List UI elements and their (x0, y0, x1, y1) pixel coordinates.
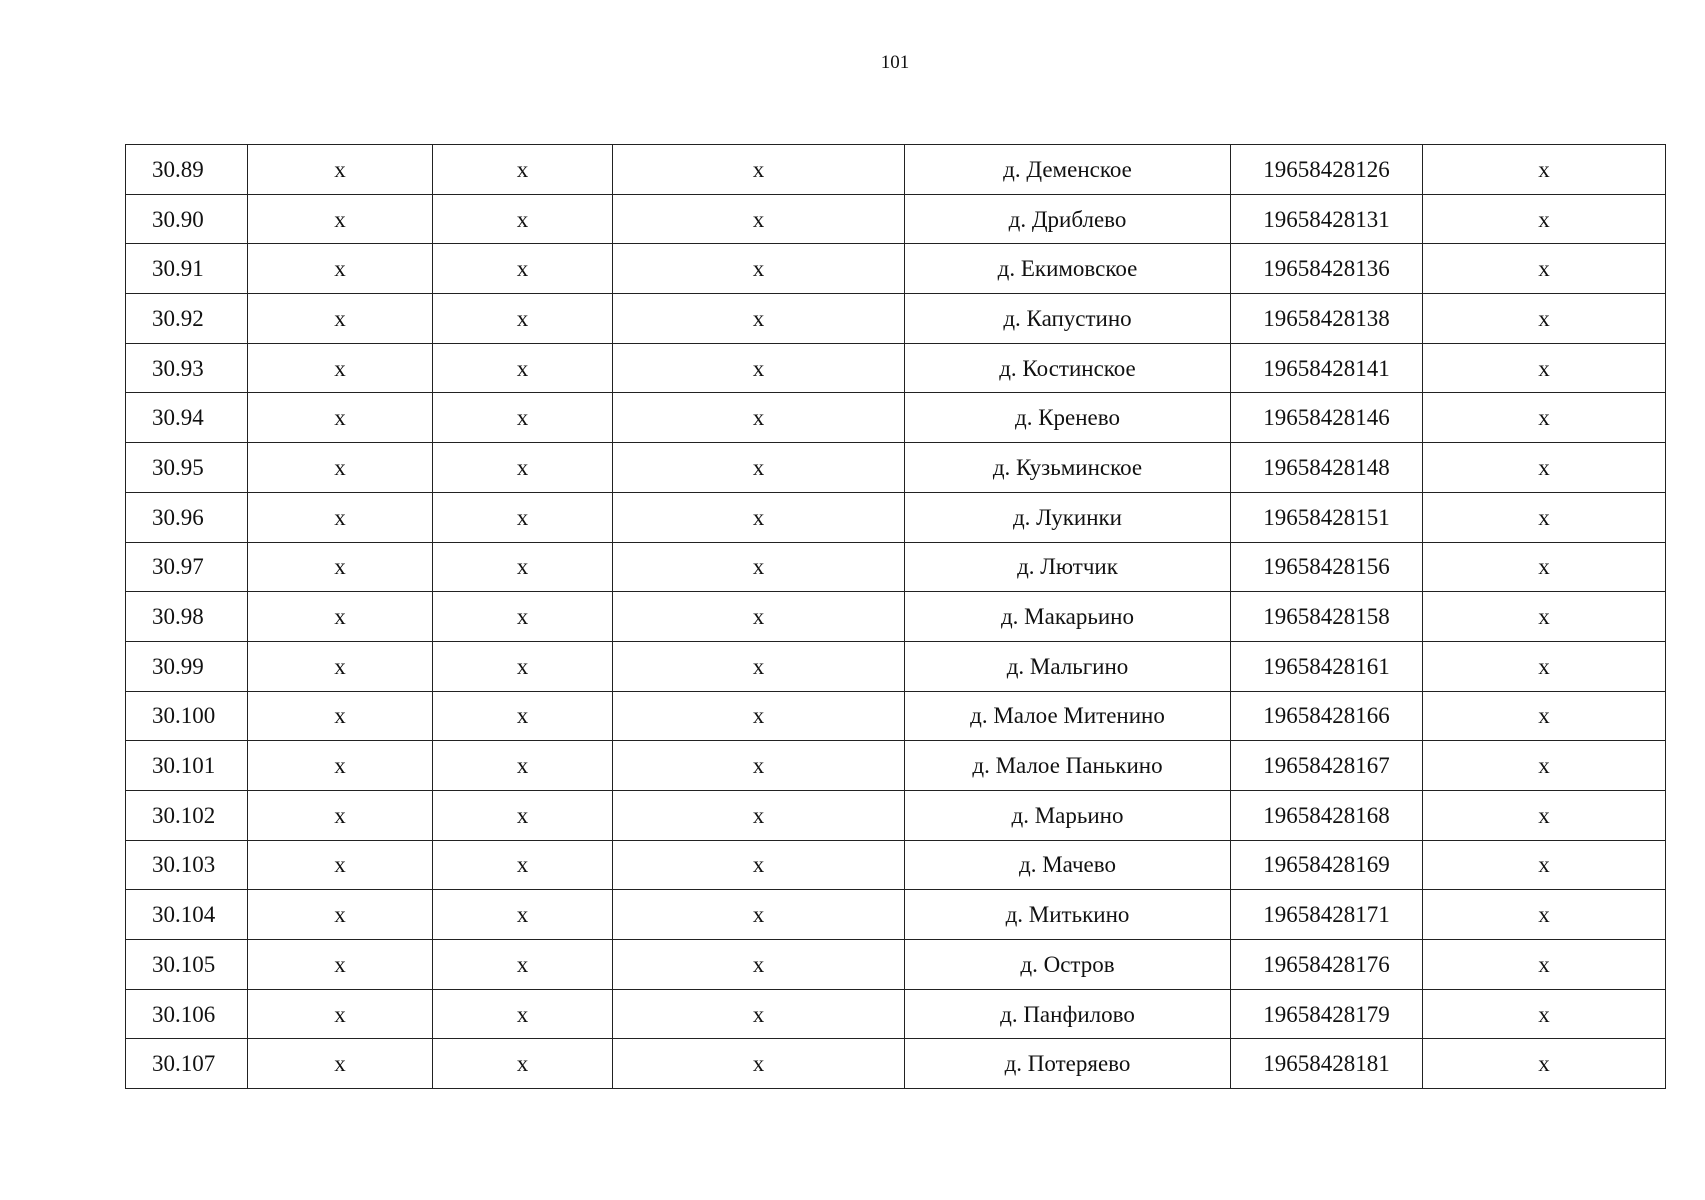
x-mark-cell: x (1423, 989, 1666, 1039)
x-mark-cell: x (613, 1039, 905, 1089)
x-mark-cell: x (248, 542, 433, 592)
table-row (126, 790, 1666, 840)
row-number-cell: 30.98 (126, 592, 248, 642)
settlement-name-cell: д. Мачево (905, 840, 1231, 890)
oktmo-code-cell: 19658428141 (1231, 343, 1423, 393)
x-mark-cell: x (1423, 542, 1666, 592)
x-mark-cell: x (433, 890, 613, 940)
oktmo-code-cell: 19658428126 (1231, 145, 1423, 195)
settlement-name-cell: д. Деменское (905, 145, 1231, 195)
row-number-cell: 30.100 (126, 691, 248, 741)
page-number: 101 (880, 52, 910, 73)
table-row (126, 393, 1666, 443)
x-mark-cell: x (613, 592, 905, 642)
x-mark-cell: x (433, 145, 613, 195)
x-mark-cell: x (433, 393, 613, 443)
table-row (126, 691, 1666, 741)
settlement-name-cell: д. Капустино (905, 294, 1231, 344)
x-mark-cell: x (433, 1039, 613, 1089)
table-row (126, 890, 1666, 940)
settlement-name-cell: д. Остров (905, 940, 1231, 990)
x-mark-cell: x (248, 294, 433, 344)
x-mark-cell: x (613, 145, 905, 195)
row-number-cell: 30.93 (126, 343, 248, 393)
x-mark-cell: x (433, 592, 613, 642)
table-row (126, 145, 1666, 195)
x-mark-cell: x (248, 343, 433, 393)
x-mark-cell: x (433, 443, 613, 493)
oktmo-code-cell: 19658428171 (1231, 890, 1423, 940)
x-mark-cell: x (1423, 840, 1666, 890)
x-mark-cell: x (613, 840, 905, 890)
settlement-name-cell: д. Макарьино (905, 592, 1231, 642)
oktmo-code-cell: 19658428161 (1231, 641, 1423, 691)
x-mark-cell: x (248, 840, 433, 890)
x-mark-cell: x (433, 741, 613, 791)
x-mark-cell: x (433, 691, 613, 741)
row-number-cell: 30.103 (126, 840, 248, 890)
oktmo-code-cell: 19658428131 (1231, 194, 1423, 244)
x-mark-cell: x (613, 294, 905, 344)
x-mark-cell: x (248, 741, 433, 791)
x-mark-cell: x (613, 343, 905, 393)
table-row (126, 989, 1666, 1039)
table-row (126, 1039, 1666, 1089)
x-mark-cell: x (613, 790, 905, 840)
settlement-name-cell: д. Кузьминское (905, 443, 1231, 493)
x-mark-cell: x (433, 542, 613, 592)
settlement-name-cell: д. Малое Панькино (905, 741, 1231, 791)
row-number-cell: 30.97 (126, 542, 248, 592)
x-mark-cell: x (248, 790, 433, 840)
table-row (126, 492, 1666, 542)
oktmo-code-cell: 19658428176 (1231, 940, 1423, 990)
x-mark-cell: x (248, 691, 433, 741)
row-number-cell: 30.101 (126, 741, 248, 791)
x-mark-cell: x (433, 492, 613, 542)
oktmo-code-cell: 19658428151 (1231, 492, 1423, 542)
table-body (126, 145, 1666, 1089)
x-mark-cell: x (248, 940, 433, 990)
x-mark-cell: x (248, 244, 433, 294)
x-mark-cell: x (248, 443, 433, 493)
row-number-cell: 30.104 (126, 890, 248, 940)
x-mark-cell: x (248, 145, 433, 195)
row-number-cell: 30.99 (126, 641, 248, 691)
x-mark-cell: x (433, 194, 613, 244)
x-mark-cell: x (1423, 194, 1666, 244)
oktmo-code-cell: 19658428181 (1231, 1039, 1423, 1089)
x-mark-cell: x (613, 492, 905, 542)
x-mark-cell: x (433, 343, 613, 393)
row-number-cell: 30.94 (126, 393, 248, 443)
settlement-name-cell: д. Митькино (905, 890, 1231, 940)
x-mark-cell: x (1423, 940, 1666, 990)
table-row (126, 244, 1666, 294)
oktmo-code-cell: 19658428167 (1231, 741, 1423, 791)
x-mark-cell: x (613, 989, 905, 1039)
x-mark-cell: x (1423, 790, 1666, 840)
x-mark-cell: x (1423, 641, 1666, 691)
oktmo-code-cell: 19658428166 (1231, 691, 1423, 741)
table-row (126, 343, 1666, 393)
table-row (126, 940, 1666, 990)
settlement-name-cell: д. Мальгино (905, 641, 1231, 691)
oktmo-code-cell: 19658428148 (1231, 443, 1423, 493)
row-number-cell: 30.89 (126, 145, 248, 195)
x-mark-cell: x (248, 393, 433, 443)
x-mark-cell: x (1423, 343, 1666, 393)
x-mark-cell: x (613, 443, 905, 493)
x-mark-cell: x (248, 492, 433, 542)
row-number-cell: 30.106 (126, 989, 248, 1039)
row-number-cell: 30.95 (126, 443, 248, 493)
x-mark-cell: x (433, 940, 613, 990)
x-mark-cell: x (433, 989, 613, 1039)
row-number-cell: 30.92 (126, 294, 248, 344)
x-mark-cell: x (433, 840, 613, 890)
settlement-name-cell: д. Панфилово (905, 989, 1231, 1039)
settlement-name-cell: д. Екимовское (905, 244, 1231, 294)
settlement-name-cell: д. Потеряево (905, 1039, 1231, 1089)
settlement-name-cell: д. Кренево (905, 393, 1231, 443)
row-number-cell: 30.90 (126, 194, 248, 244)
table-row (126, 194, 1666, 244)
row-number-cell: 30.102 (126, 790, 248, 840)
oktmo-code-cell: 19658428136 (1231, 244, 1423, 294)
row-number-cell: 30.91 (126, 244, 248, 294)
x-mark-cell: x (613, 741, 905, 791)
x-mark-cell: x (613, 393, 905, 443)
row-number-cell: 30.96 (126, 492, 248, 542)
x-mark-cell: x (248, 194, 433, 244)
x-mark-cell: x (248, 890, 433, 940)
settlement-name-cell: д. Малое Митенино (905, 691, 1231, 741)
x-mark-cell: x (433, 641, 613, 691)
table-row (126, 641, 1666, 691)
x-mark-cell: x (613, 244, 905, 294)
table-row (126, 443, 1666, 493)
x-mark-cell: x (248, 592, 433, 642)
oktmo-code-cell: 19658428138 (1231, 294, 1423, 344)
x-mark-cell: x (613, 641, 905, 691)
table-row (126, 840, 1666, 890)
x-mark-cell: x (1423, 592, 1666, 642)
x-mark-cell: x (613, 194, 905, 244)
x-mark-cell: x (433, 244, 613, 294)
x-mark-cell: x (1423, 145, 1666, 195)
x-mark-cell: x (248, 641, 433, 691)
row-number-cell: 30.105 (126, 940, 248, 990)
x-mark-cell: x (613, 940, 905, 990)
x-mark-cell: x (613, 691, 905, 741)
settlement-name-cell: д. Костинское (905, 343, 1231, 393)
settlement-name-cell: д. Лукинки (905, 492, 1231, 542)
x-mark-cell: x (613, 542, 905, 592)
x-mark-cell: x (433, 294, 613, 344)
oktmo-code-cell: 19658428169 (1231, 840, 1423, 890)
oktmo-code-cell: 19658428158 (1231, 592, 1423, 642)
x-mark-cell: x (1423, 741, 1666, 791)
x-mark-cell: x (1423, 890, 1666, 940)
x-mark-cell: x (1423, 691, 1666, 741)
table-row (126, 542, 1666, 592)
settlement-name-cell: д. Лютчик (905, 542, 1231, 592)
oktmo-code-cell: 19658428156 (1231, 542, 1423, 592)
row-number-cell: 30.107 (126, 1039, 248, 1089)
settlement-name-cell: д. Дриблево (905, 194, 1231, 244)
x-mark-cell: x (613, 890, 905, 940)
table-row (126, 592, 1666, 642)
x-mark-cell: x (1423, 244, 1666, 294)
settlement-name-cell: д. Марьино (905, 790, 1231, 840)
settlements-table (125, 144, 1666, 1089)
x-mark-cell: x (248, 1039, 433, 1089)
oktmo-code-cell: 19658428146 (1231, 393, 1423, 443)
x-mark-cell: x (1423, 443, 1666, 493)
table-row (126, 741, 1666, 791)
x-mark-cell: x (1423, 294, 1666, 344)
x-mark-cell: x (1423, 1039, 1666, 1089)
oktmo-code-cell: 19658428168 (1231, 790, 1423, 840)
oktmo-code-cell: 19658428179 (1231, 989, 1423, 1039)
x-mark-cell: x (1423, 492, 1666, 542)
x-mark-cell: x (1423, 393, 1666, 443)
x-mark-cell: x (248, 989, 433, 1039)
x-mark-cell: x (433, 790, 613, 840)
table-row (126, 294, 1666, 344)
